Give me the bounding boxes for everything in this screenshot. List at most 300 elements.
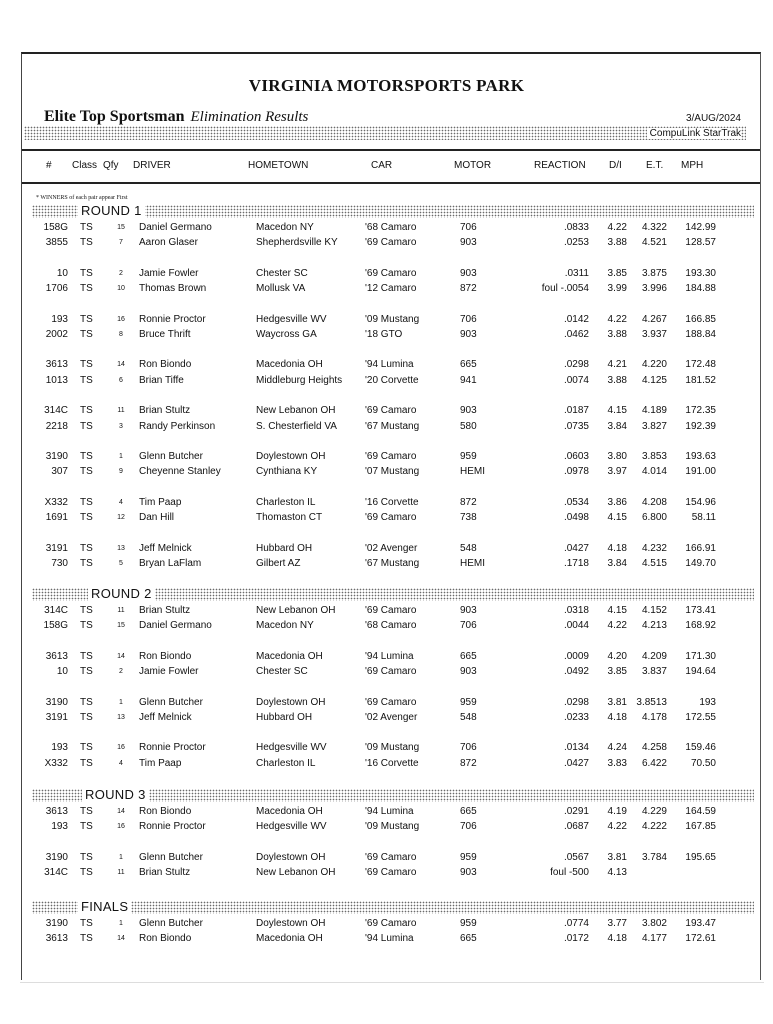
reaction-time: foul -500 <box>550 867 589 879</box>
car-model: '94 Lumina <box>365 359 414 371</box>
header-dot-bar <box>24 126 746 140</box>
entry-class: TS <box>80 933 93 945</box>
motor: 959 <box>460 851 477 863</box>
winner-row <box>0 314 773 328</box>
car-model: '69 Camaro <box>365 267 417 279</box>
car-model: '69 Camaro <box>365 237 417 249</box>
hometown: Macedonia OH <box>256 933 323 945</box>
qualifying-position: 7 <box>119 239 123 247</box>
speed-mph: 58.11 <box>691 512 716 524</box>
elapsed-time: 4.213 <box>641 620 667 632</box>
qualifying-position: 15 <box>117 224 125 231</box>
entry-number: 307 <box>51 466 68 478</box>
motor: 738 <box>460 512 477 524</box>
motor: 903 <box>460 405 477 417</box>
car-model: '69 Camaro <box>365 451 417 462</box>
elapsed-time: 4.267 <box>641 313 667 325</box>
dial-in: 3.81 <box>607 696 627 708</box>
elapsed-time: 4.014 <box>641 466 667 478</box>
hometown: Doylestown OH <box>256 696 326 708</box>
runner-up-row <box>0 283 773 297</box>
reaction-time: .0462 <box>563 329 589 340</box>
entry-class: TS <box>80 742 93 754</box>
col-reaction: REACTION <box>534 160 586 171</box>
car-model: '67 Mustang <box>365 420 420 432</box>
track-title: VIRGINIA MOTORSPORTS PARK <box>248 76 525 95</box>
qualifying-position: 16 <box>117 823 125 831</box>
elapsed-time: 4.521 <box>641 237 667 249</box>
hometown: Macedon NY <box>256 222 314 233</box>
qualifying-position: 3 <box>119 422 123 430</box>
dial-in: 3.97 <box>607 466 627 478</box>
entry-class: TS <box>80 712 93 723</box>
dial-in: 4.19 <box>607 806 627 817</box>
col-class: Class <box>72 160 98 171</box>
qualifying-position: 11 <box>117 407 125 415</box>
entry-number: 314C <box>44 867 68 879</box>
winner-row <box>0 806 773 820</box>
runner-up-row <box>0 329 773 343</box>
driver-name: Tim Paap <box>139 757 182 769</box>
entry-class: TS <box>80 542 93 554</box>
motor: 706 <box>460 620 477 632</box>
page-edge <box>20 982 764 983</box>
reaction-time: .0498 <box>563 512 589 524</box>
qualifying-position: 8 <box>119 331 123 338</box>
driver-name: Bruce Thrift <box>139 329 191 340</box>
entry-number: 3190 <box>45 451 68 462</box>
car-model: '09 Mustang <box>365 313 420 325</box>
hometown: Gilbert AZ <box>256 558 301 569</box>
elapsed-time: 4.177 <box>641 933 667 945</box>
hometown: Macedonia OH <box>256 650 323 662</box>
elapsed-time: 4.515 <box>641 558 667 569</box>
driver-name: Jamie Fowler <box>139 267 199 279</box>
reaction-time: .0298 <box>563 359 589 371</box>
reaction-time: foul -.0054 <box>541 283 589 295</box>
car-model: '02 Avenger <box>365 712 418 723</box>
car-model: '18 GTO <box>365 329 403 340</box>
speed-mph: 193 <box>699 696 716 708</box>
event-date: 3/AUG/2024 <box>685 113 741 124</box>
runner-up-row <box>0 758 773 772</box>
elapsed-time: 3.802 <box>641 918 667 929</box>
motor: 903 <box>460 605 477 616</box>
entry-number: X332 <box>44 496 68 508</box>
qualifying-position: 2 <box>119 668 123 676</box>
speed-mph: 168.92 <box>685 620 716 632</box>
entry-class: TS <box>80 466 93 478</box>
entry-class: TS <box>80 650 93 662</box>
entry-class: TS <box>80 329 93 340</box>
hometown: Mollusk VA <box>256 283 306 295</box>
speed-mph: 184.88 <box>685 283 716 295</box>
motor: 872 <box>460 283 477 295</box>
qualifying-position: 4 <box>119 498 123 506</box>
entry-number: 730 <box>51 558 68 569</box>
dial-in: 3.84 <box>607 420 627 432</box>
reaction-time: .0833 <box>563 222 589 233</box>
col-mph: MPH <box>681 160 704 171</box>
dial-in: 4.18 <box>607 542 627 554</box>
elapsed-time: 3.8513 <box>636 696 667 708</box>
col-et: E.T. <box>646 160 664 171</box>
hometown: Cynthiana KY <box>256 466 318 478</box>
round-label: FINALS <box>78 899 131 914</box>
hometown: Hedgesville WV <box>256 313 327 325</box>
motor: 903 <box>460 329 477 340</box>
dial-in: 3.86 <box>607 496 627 508</box>
car-model: '16 Corvette <box>365 757 419 769</box>
driver-name: Ron Biondo <box>139 806 192 817</box>
driver-name: Tim Paap <box>139 496 182 508</box>
car-model: '12 Camaro <box>365 283 417 295</box>
dial-in: 3.85 <box>607 267 627 279</box>
entry-number: 10 <box>56 666 68 678</box>
speed-mph: 154.96 <box>685 496 716 508</box>
dial-in: 3.88 <box>607 374 627 386</box>
qualifying-position: 5 <box>119 560 123 567</box>
hometown: New Lebanon OH <box>256 605 336 616</box>
winner-row <box>0 497 773 511</box>
reaction-time: .0142 <box>563 313 589 325</box>
runner-up-row <box>0 666 773 680</box>
qualifying-position: 14 <box>117 808 125 815</box>
car-model: '94 Lumina <box>365 650 414 662</box>
hometown: Shepherdsville KY <box>256 237 338 249</box>
motor: 665 <box>460 650 477 662</box>
elapsed-time: 4.222 <box>641 821 667 833</box>
car-model: '09 Mustang <box>365 742 420 754</box>
driver-name: Daniel Germano <box>139 222 212 233</box>
qualifying-position: 12 <box>117 514 125 522</box>
winner-row <box>0 543 773 557</box>
winner-row <box>0 405 773 419</box>
speed-mph: 128.57 <box>685 237 716 249</box>
driver-name: Glenn Butcher <box>139 451 203 462</box>
car-model: '69 Camaro <box>365 867 417 879</box>
car-model: '69 Camaro <box>365 605 417 616</box>
dial-in: 4.24 <box>607 742 627 754</box>
car-model: '67 Mustang <box>365 558 420 569</box>
reaction-time: .0187 <box>563 405 589 417</box>
qualifying-position: 14 <box>117 652 125 660</box>
entry-class: TS <box>80 605 93 616</box>
dial-in: 3.84 <box>607 558 627 569</box>
qualifying-position: 10 <box>117 285 125 293</box>
qualifying-position: 13 <box>117 714 125 721</box>
entry-number: 193 <box>51 313 68 325</box>
entry-number: 314C <box>44 405 68 417</box>
entry-class: TS <box>80 359 93 371</box>
car-model: '09 Mustang <box>365 821 420 833</box>
runner-up-row <box>0 620 773 634</box>
hometown: Charleston IL <box>256 757 316 769</box>
col-num: # <box>46 160 52 171</box>
speed-mph: 193.47 <box>685 918 716 929</box>
reaction-time: .0427 <box>563 542 589 554</box>
driver-name: Jeff Melnick <box>139 712 192 723</box>
dial-in: 3.88 <box>607 237 627 249</box>
qualifying-position: 11 <box>117 607 125 614</box>
reaction-time: .1718 <box>563 558 589 569</box>
entry-number: 3190 <box>45 696 68 708</box>
car-model: '02 Avenger <box>365 542 418 554</box>
class-heading <box>44 108 308 126</box>
qualifying-position: 1 <box>119 853 123 861</box>
speed-mph: 192.39 <box>685 420 716 432</box>
driver-name: Glenn Butcher <box>139 851 203 863</box>
motor: 959 <box>460 918 477 929</box>
elapsed-time: 3.853 <box>641 451 667 462</box>
speed-mph: 181.52 <box>685 374 716 386</box>
results-subtitle: Elimination Results <box>190 109 309 125</box>
reaction-time: .0318 <box>563 605 589 616</box>
speed-mph: 191.00 <box>685 466 716 478</box>
dial-in: 4.20 <box>607 650 627 662</box>
motor: 903 <box>460 666 477 678</box>
car-model: '68 Camaro <box>365 222 417 233</box>
reaction-time: .0134 <box>563 742 589 754</box>
reaction-time: .0978 <box>563 466 589 478</box>
entry-class: TS <box>80 666 93 678</box>
motor: 903 <box>460 867 477 879</box>
reaction-time: .0603 <box>563 451 589 462</box>
hometown: Doylestown OH <box>256 918 326 929</box>
speed-mph: 171.30 <box>685 650 716 662</box>
winner-row <box>0 742 773 756</box>
dial-in: 4.22 <box>607 313 627 325</box>
motor: HEMI <box>460 558 485 569</box>
car-model: '20 Corvette <box>365 374 419 386</box>
round-label: ROUND 2 <box>88 586 155 601</box>
reaction-time: .0253 <box>563 237 589 249</box>
entry-class: TS <box>80 918 93 929</box>
reaction-time: .0492 <box>563 666 589 678</box>
car-model: '69 Camaro <box>365 512 417 524</box>
qualifying-position: 11 <box>117 869 125 877</box>
entry-class: TS <box>80 267 93 279</box>
dial-in: 4.22 <box>607 620 627 632</box>
runner-up-row <box>0 237 773 251</box>
hometown: Waycross GA <box>256 329 317 340</box>
entry-number: 193 <box>51 742 68 754</box>
driver-name: Brian Stultz <box>139 605 191 616</box>
col-di: D/I <box>609 160 622 171</box>
car-model: '94 Lumina <box>365 806 414 817</box>
dial-in: 4.22 <box>607 222 627 233</box>
hometown: S. Chesterfield VA <box>256 420 337 432</box>
reaction-time: .0291 <box>563 806 589 817</box>
entry-class: TS <box>80 222 93 233</box>
entry-class: TS <box>80 620 93 632</box>
elapsed-time: 3.996 <box>641 283 667 295</box>
qualifying-position: 16 <box>117 315 125 323</box>
elapsed-time: 3.784 <box>641 851 667 863</box>
reaction-time: .0534 <box>563 496 589 508</box>
car-model: '69 Camaro <box>365 405 417 417</box>
speed-mph: 172.55 <box>685 712 716 723</box>
hometown: New Lebanon OH <box>256 405 336 417</box>
motor: 903 <box>460 267 477 279</box>
entry-class: TS <box>80 867 93 879</box>
entry-class: TS <box>80 806 93 817</box>
elapsed-time: 6.422 <box>641 757 667 769</box>
driver-name: Brian Stultz <box>139 867 191 879</box>
driver-name: Bryan LaFlam <box>139 558 202 569</box>
entry-number: X332 <box>44 757 68 769</box>
hometown: Macedonia OH <box>256 359 323 371</box>
driver-name: Glenn Butcher <box>139 696 203 708</box>
reaction-time: .0074 <box>563 374 589 386</box>
class-title: Elite Top Sportsman <box>44 108 185 125</box>
round-divider <box>32 901 754 914</box>
car-model: '69 Camaro <box>365 851 417 863</box>
motor: 959 <box>460 451 477 462</box>
motor: 548 <box>460 712 477 723</box>
qualifying-position: 13 <box>117 544 125 552</box>
motor: 903 <box>460 237 477 249</box>
motor: HEMI <box>460 466 485 478</box>
car-model: '69 Camaro <box>365 696 417 708</box>
hometown: Charleston IL <box>256 496 316 508</box>
qualifying-position: 1 <box>119 453 123 460</box>
driver-name: Ron Biondo <box>139 359 192 371</box>
elapsed-time: 4.322 <box>641 222 667 233</box>
winners-note: * WINNERS of each pair appear First <box>36 195 128 201</box>
entry-number: 1013 <box>45 374 68 386</box>
dial-in: 3.77 <box>607 918 627 929</box>
qualifying-position: 9 <box>119 468 123 476</box>
winner-row <box>0 852 773 866</box>
speed-mph: 173.41 <box>685 605 716 616</box>
hometown: Doylestown OH <box>256 451 326 462</box>
entry-number: 3613 <box>45 806 68 817</box>
entry-class: TS <box>80 757 93 769</box>
reaction-time: .0774 <box>563 918 589 929</box>
runner-up-row <box>0 558 773 572</box>
elapsed-time: 4.220 <box>641 359 667 371</box>
speed-mph: 195.65 <box>685 851 716 863</box>
driver-name: Dan Hill <box>139 512 175 524</box>
qualifying-position: 15 <box>117 622 125 630</box>
qualifying-position: 1 <box>119 698 123 706</box>
elapsed-time: 3.837 <box>641 666 667 678</box>
hometown: Hubbard OH <box>256 542 313 554</box>
entry-number: 193 <box>51 821 68 833</box>
dial-in: 4.18 <box>607 712 627 723</box>
motor: 872 <box>460 757 477 769</box>
runner-up-row <box>0 512 773 526</box>
entry-number: 3855 <box>45 237 68 249</box>
reaction-time: .0009 <box>563 650 589 662</box>
entry-number: 3191 <box>45 542 68 554</box>
hometown: Middleburg Heights <box>256 374 343 386</box>
dial-in: 3.83 <box>607 757 627 769</box>
qualifying-position: 14 <box>117 935 125 943</box>
reaction-time: .0567 <box>563 851 589 863</box>
car-model: '69 Camaro <box>365 918 417 929</box>
entry-number: 314C <box>44 605 68 616</box>
elapsed-time: 3.875 <box>641 267 667 279</box>
elapsed-time: 4.152 <box>641 605 667 616</box>
col-hometown: HOMETOWN <box>248 160 309 171</box>
dial-in: 4.15 <box>607 405 627 417</box>
speed-mph: 193.63 <box>685 451 716 462</box>
elapsed-time: 3.827 <box>641 420 667 432</box>
elapsed-time: 4.208 <box>641 496 667 508</box>
top-rule <box>22 149 760 151</box>
driver-name: Jeff Melnick <box>139 542 192 554</box>
entry-class: TS <box>80 558 93 569</box>
entry-class: TS <box>80 496 93 508</box>
entry-class: TS <box>80 851 93 863</box>
dial-in: 3.99 <box>607 283 627 295</box>
dial-in: 4.13 <box>607 867 627 879</box>
runner-up-row <box>0 821 773 835</box>
entry-number: 158G <box>43 620 68 632</box>
reaction-time: .0427 <box>563 757 589 769</box>
elapsed-time: 4.209 <box>641 650 667 662</box>
col-driver: DRIVER <box>133 160 171 171</box>
elapsed-time: 4.125 <box>641 374 667 386</box>
driver-name: Brian Tiffe <box>139 374 184 386</box>
reaction-time: .0735 <box>563 420 589 432</box>
motor: 959 <box>460 696 477 708</box>
entry-class: TS <box>80 512 93 524</box>
dial-in: 3.88 <box>607 329 627 340</box>
driver-name: Randy Perkinson <box>139 420 216 432</box>
motor: 665 <box>460 359 477 371</box>
reaction-time: .0233 <box>563 712 589 723</box>
col-motor: MOTOR <box>454 160 492 171</box>
entry-class: TS <box>80 283 93 295</box>
car-model: '68 Camaro <box>365 620 417 632</box>
runner-up-row <box>0 375 773 389</box>
runner-up-row <box>0 933 773 947</box>
hometown: Thomaston CT <box>256 512 323 524</box>
winner-row <box>0 651 773 665</box>
entry-class: TS <box>80 420 93 432</box>
motor: 872 <box>460 496 477 508</box>
speed-mph: 167.85 <box>685 821 716 833</box>
reaction-time: .0687 <box>563 821 589 833</box>
elapsed-time: 6.800 <box>641 512 667 524</box>
speed-mph: 172.35 <box>685 405 716 417</box>
elapsed-time: 4.189 <box>641 405 667 417</box>
speed-mph: 149.70 <box>685 558 716 569</box>
hometown: Hedgesville WV <box>256 821 327 833</box>
speed-mph: 194.64 <box>685 666 716 678</box>
entry-number: 3613 <box>45 650 68 662</box>
entry-class: TS <box>80 451 93 462</box>
entry-class: TS <box>80 405 93 417</box>
dial-in: 4.15 <box>607 512 627 524</box>
driver-name: Thomas Brown <box>139 283 207 295</box>
hometown: Hubbard OH <box>256 712 313 723</box>
hometown: Doylestown OH <box>256 851 326 863</box>
car-model: '16 Corvette <box>365 496 419 508</box>
driver-name: Ronnie Proctor <box>139 821 206 833</box>
driver-name: Ronnie Proctor <box>139 313 206 325</box>
hometown: Macedon NY <box>256 620 314 632</box>
reaction-time: .0044 <box>563 620 589 632</box>
header-rule <box>22 182 760 184</box>
entry-class: TS <box>80 237 93 249</box>
col-qfy: Qfy <box>103 160 119 171</box>
elapsed-time: 4.232 <box>641 542 667 554</box>
driver-name: Daniel Germano <box>139 620 212 632</box>
